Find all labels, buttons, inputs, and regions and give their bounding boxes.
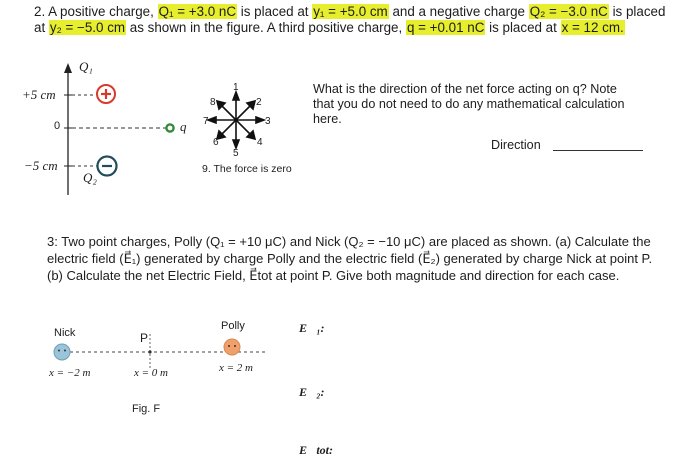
- figure-caption: Fig. F: [132, 403, 161, 415]
- p-label: P: [140, 331, 149, 345]
- dir-label-1: 1: [233, 82, 239, 93]
- question-text: [313, 82, 625, 127]
- y-label-plus: +5 cm: [22, 87, 56, 102]
- x-value: x = 12 cm.: [561, 20, 624, 35]
- arrow-4: [236, 120, 251, 135]
- polly-label: Polly: [221, 320, 245, 332]
- direction-label: Direction: [491, 138, 541, 152]
- problem2-line1: [34, 4, 665, 19]
- polly-icon: [224, 339, 240, 355]
- direction-answer-line[interactable]: [553, 150, 643, 151]
- dir-label-3: 3: [265, 116, 271, 127]
- y-axis-arrow: [64, 63, 72, 73]
- text: is placed at: [485, 20, 561, 35]
- charge-figure: [0, 55, 200, 200]
- e2-answer-label: E⃗₂:: [299, 385, 325, 399]
- problem3-line2: electric field (E⃗₁) generated by charge Polly and the electric field (E⃗₂) generated by charge Nick at point P.: [47, 251, 653, 266]
- y-label-minus: −5 cm: [24, 158, 58, 173]
- dir-label-4: 4: [257, 137, 263, 148]
- dir-label-7: 7: [203, 116, 209, 127]
- text: at: [34, 20, 49, 35]
- x-p: x = 0 m: [134, 367, 168, 379]
- dir-label-8: 8: [210, 97, 216, 108]
- x-polly: x = 2 m: [219, 362, 253, 374]
- problem3-line3: (b) Calculate the net Electric Field, E⃗tot at point P. Give both magnitude and direction for each case.: [47, 268, 620, 283]
- question-line: that you do not need to do any mathematical calculation: [313, 97, 625, 111]
- test-charge-icon: [166, 124, 173, 131]
- dir-label-6: 6: [213, 137, 219, 148]
- arrow-8: [221, 105, 236, 120]
- question-line: here.: [313, 112, 342, 126]
- etot-answer-label: E⃗tot:: [299, 443, 334, 457]
- arrow-2: [236, 105, 251, 120]
- y1-value: y₁ = +5.0 cm: [313, 4, 388, 19]
- y2-value: y₂ = −5.0 cm: [49, 20, 126, 35]
- nick-icon: [54, 344, 70, 360]
- q-value: q = +0.01 nC: [406, 20, 485, 35]
- problem2-line2: [34, 20, 625, 35]
- q-label: q: [180, 119, 187, 134]
- y-label-zero: 0: [54, 120, 61, 132]
- q1-value: Q₁ = +3.0 nC: [158, 4, 237, 19]
- text: and a negative charge: [388, 4, 529, 19]
- q1-label: Q₁: [79, 59, 93, 74]
- text: is placed at: [237, 4, 313, 19]
- q2-value: Q₂ = −3.0 nC: [529, 4, 608, 19]
- text: is placed: [608, 4, 666, 19]
- q2-label: Q₂: [83, 170, 97, 185]
- x-nick: x = −2 m: [49, 367, 91, 379]
- dir-label-5: 5: [233, 148, 239, 159]
- e1-answer-label: E⃗₁:: [299, 321, 325, 335]
- question-line: What is the direction of the net force acting on q? Note: [313, 82, 617, 96]
- arrow-6: [221, 120, 236, 135]
- compass-caption: 9. The force is zero: [202, 163, 292, 175]
- problem3-line1: 3: Two point charges, Polly (Q₁ = +10 μC) and Nick (Q₂ = −10 μC) are placed as shown. (a) Calculate the: [47, 234, 651, 249]
- text: as shown in the figure. A third positive charge,: [126, 20, 406, 35]
- nick-label: Nick: [54, 327, 76, 339]
- dir-label-2: 2: [256, 97, 262, 108]
- text: 2. A positive charge,: [34, 4, 158, 19]
